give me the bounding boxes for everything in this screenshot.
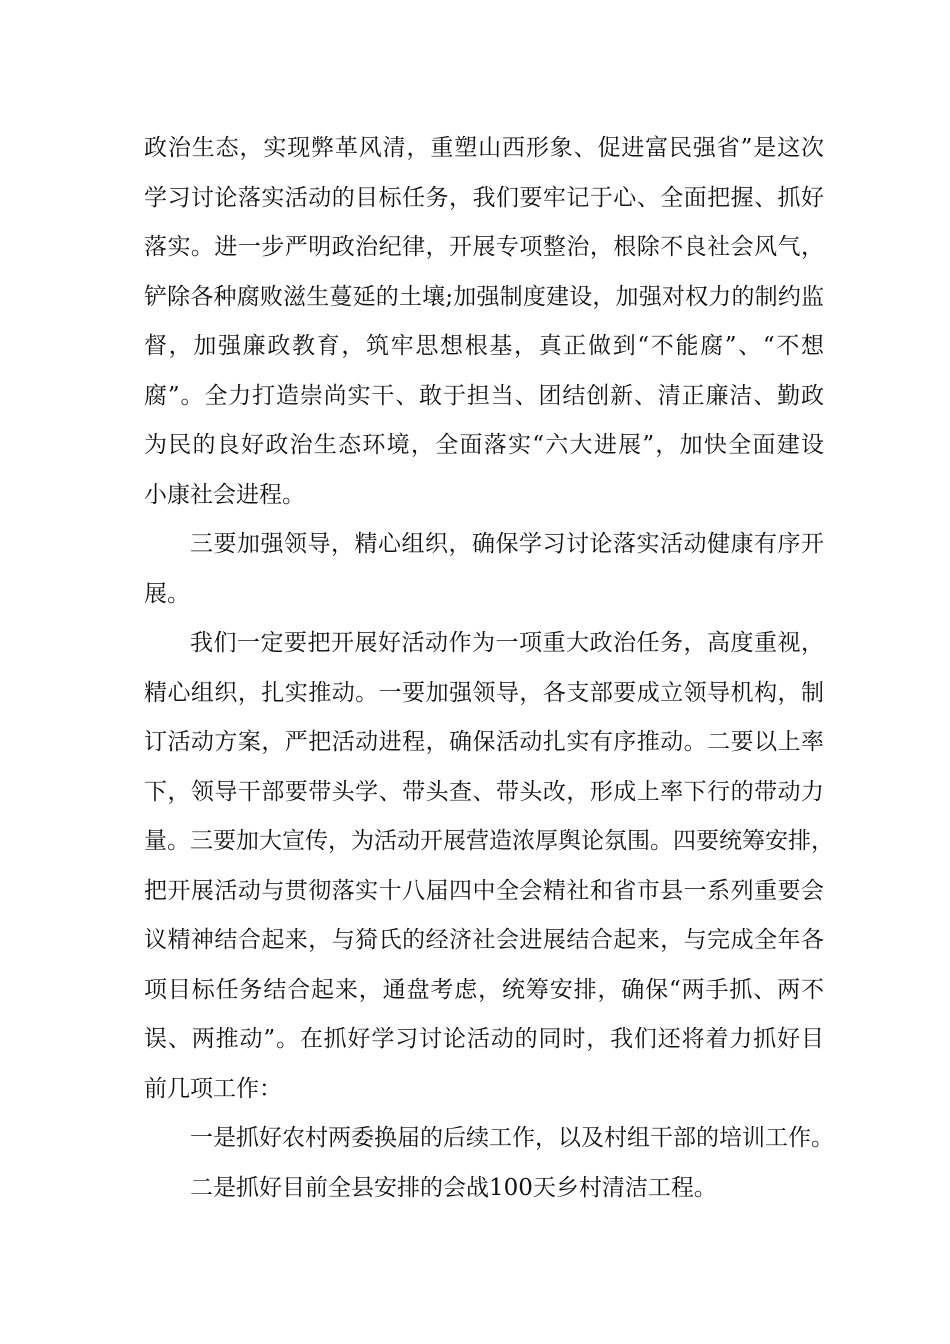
text-line: 二是抓好目前全县安排的会战100天乡村清洁工程。	[190, 1174, 717, 1201]
document-body	[144, 124, 834, 1213]
text-line: 三要加强领导，精心组织，确保学习讨论落实活动健康有序开	[190, 531, 824, 557]
text-line: 学习讨论落实活动的目标任务，我们要牢记于心、全面把握、抓好	[144, 184, 824, 211]
text-line: 为民的良好政治生态环境，全面落实“六大进展”，加快全面建设	[144, 432, 824, 458]
text-line: 精心组织，扎实推动。一要加强领导，各支部要成立领导机构，制	[144, 679, 824, 706]
text-line: 政治生态，实现弊革风清，重塑山西形象、促进富民强省”是这次	[144, 135, 824, 161]
paragraph	[144, 124, 824, 520]
text-line: 腐”。全力打造崇尚实干、敢于担当、团结创新、清正廉洁、勤政	[144, 382, 824, 409]
text-line: 下，领导干部要带头学、带头查、带头改，形成上率下行的带动力	[144, 778, 824, 805]
text-line: 铲除各种腐败滋生蔓延的土壤;加强制度建设，加强对权力的制约监	[144, 283, 824, 310]
text-line: 小康社会进程。	[144, 481, 305, 508]
text-line: 一是抓好农村两委换届的后续工作，以及村组干部的培训工作。	[190, 1125, 834, 1151]
paragraph	[144, 619, 834, 1114]
paragraph	[144, 520, 824, 619]
text-line: 量。三要加大宣传，为活动开展营造浓厚舆论氛围。四要统筹安排，	[144, 828, 834, 854]
text-line: 我们一定要把开展好活动作为一项重大政治任务，高度重视，	[190, 630, 824, 656]
text-line: 议精神结合起来，与猗氏的经济社会进展结合起来，与完成全年各	[144, 927, 824, 953]
text-line: 督，加强廉政教育，筑牢思想根基，真正做到“不能腐”、“不想	[144, 333, 824, 359]
paragraph	[144, 1164, 824, 1214]
text-line: 把开展活动与贯彻落实十八届四中全会精社和省市县一系列重要会	[144, 877, 824, 904]
text-line: 订活动方案，严把活动进程，确保活动扎实有序推动。二要以上率	[144, 729, 824, 755]
text-line: 误、两推动”。在抓好学习讨论活动的同时，我们还将着力抓好目	[144, 1026, 824, 1052]
text-line: 展。	[144, 580, 190, 607]
text-line: 项目标任务结合起来，通盘考虑，统筹安排，确保“两手抓、两不	[144, 976, 824, 1003]
text-line: 落实。进一步严明政治纪律，开展专项整治，根除不良社会风气，	[144, 234, 824, 260]
paragraph	[144, 1114, 834, 1164]
text-line: 前几项工作：	[144, 1075, 282, 1102]
